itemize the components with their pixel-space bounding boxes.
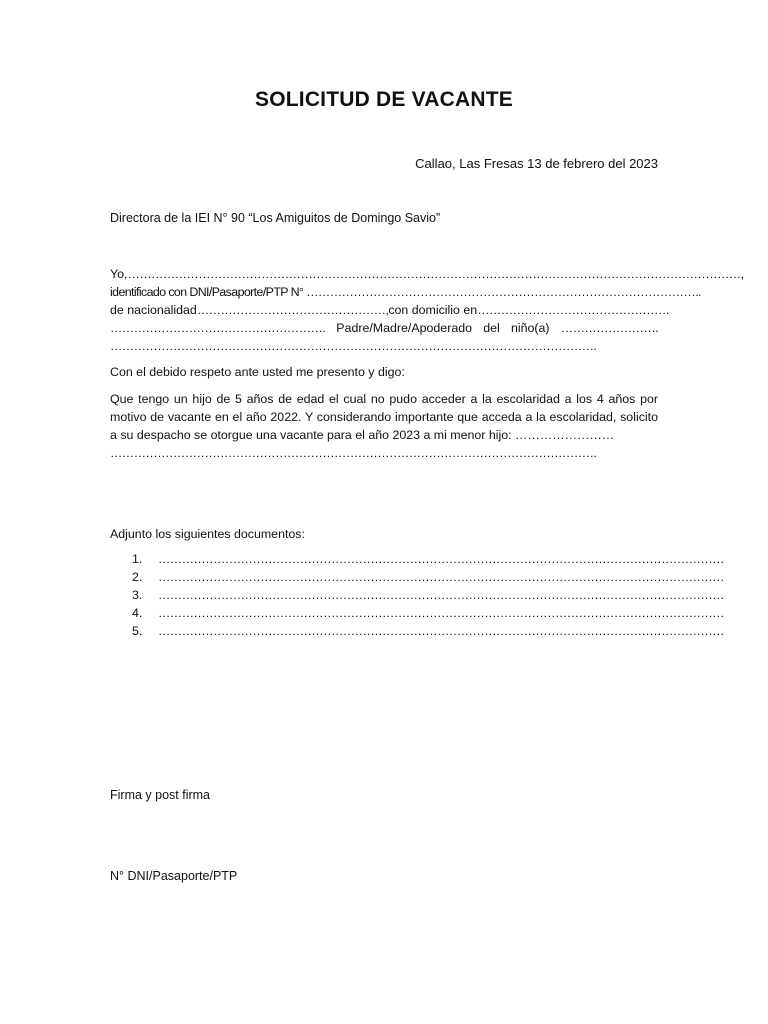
recipient-line: Directora de la IEI N° 90 “Los Amiguitos de Domingo Savio”	[110, 211, 441, 225]
list-item: 4. ………………………………………………………………………………………………………………………………	[132, 606, 724, 620]
address-label: con domicilio en	[388, 303, 478, 317]
yo-label: Yo,	[110, 267, 128, 281]
guardian-label: Padre/Madre/Apoderado	[336, 321, 472, 335]
attachment-blank: ………………………………………………………………………………………………………………………………	[158, 588, 724, 602]
list-item: 5. ………………………………………………………………………………………………………………………………	[132, 624, 724, 638]
document-title: SOLICITUD DE VACANTE	[255, 88, 513, 111]
signature-label: Firma y post firma	[110, 788, 211, 802]
attachment-blank: ………………………………………………………………………………………………………………………………	[158, 552, 724, 566]
attachment-blank: ………………………………………………………………………………………………………………………………	[158, 606, 724, 620]
personal-data-form	[110, 265, 744, 355]
child-label: niño(a)	[510, 321, 550, 335]
form-line-2: identificado con DNI/Pasaporte/PTP N° ………………………………………………………………………………………..	[110, 285, 701, 299]
address-blank-continued: ……………………………………………….	[110, 321, 326, 335]
request-paragraph: Que tengo un hijo de 5 años de edad el cual no pudo acceder a la escolaridad a los 4 años por motivo de vacante en el año 2022. Y considerando importante que acceda a la escolaridad, solicito a su despacho se otorgue una vacante para el año 2023 a mi menor hijo: ……………………	[110, 392, 658, 442]
nationality-blank: …………………………………………,	[196, 303, 389, 317]
list-item: 2. ………………………………………………………………………………………………………………………………	[132, 570, 724, 584]
del-label: del	[483, 321, 500, 335]
form-line-4	[110, 319, 658, 337]
attachment-blank: ………………………………………………………………………………………………………………………………	[158, 570, 724, 584]
greeting-line: Con el debido respeto ante usted me presento y digo:	[110, 365, 405, 379]
nationality-label: de nacionalidad	[110, 303, 197, 317]
attachments-heading: Adjunto los siguientes documentos:	[110, 527, 305, 541]
request-blank: …………………………………………………………………………………………………………….	[110, 446, 597, 460]
form-line-3	[110, 301, 669, 319]
request-body	[110, 390, 658, 462]
name-blank: …………………………………………………………………………………………………………………………………………,	[127, 267, 744, 281]
list-item: 3. ………………………………………………………………………………………………………………………………	[132, 588, 724, 602]
attachments-list	[132, 550, 724, 640]
list-item: 1. ………………………………………………………………………………………………………………………………	[132, 552, 724, 566]
attachment-blank: ………………………………………………………………………………………………………………………………	[158, 624, 724, 638]
address-blank: ………………………………………….	[477, 303, 669, 317]
date-line: Callao, Las Fresas 13 de febrero del 2023	[415, 156, 658, 171]
form-line-1	[110, 265, 744, 283]
id-label: N° DNI/Pasaporte/PTP	[110, 869, 238, 883]
form-line-5: …………………………………………………………………………………………………………….	[110, 339, 597, 353]
child-name-blank: …………………….	[560, 321, 658, 335]
